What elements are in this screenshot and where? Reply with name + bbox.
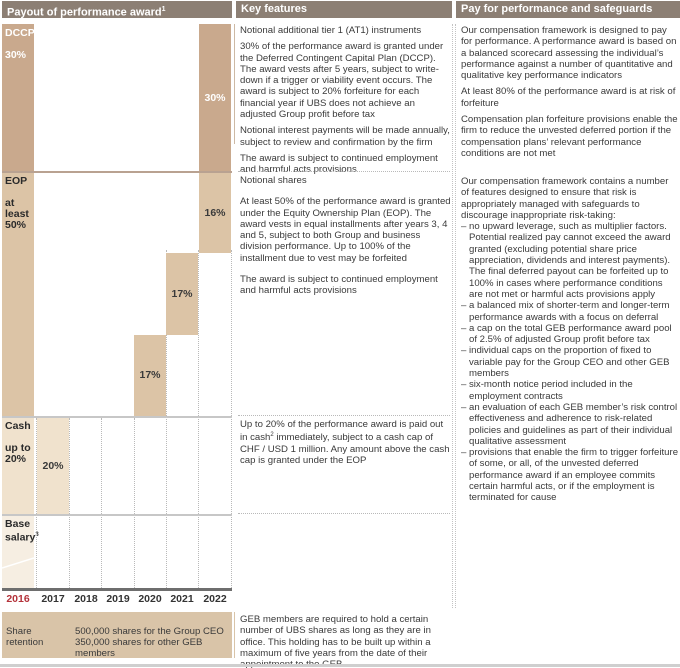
base-salary-label bbox=[5, 518, 39, 544]
year-label: 2022 bbox=[203, 593, 227, 605]
year-label: 2019 bbox=[106, 593, 130, 605]
dccp-feature: Notional additional tier 1 (AT1) instruments bbox=[240, 25, 422, 36]
header-payout bbox=[2, 1, 232, 18]
section-separator bbox=[238, 513, 450, 514]
eop-label: EOP bbox=[5, 175, 28, 187]
safeguard-item: – a cap on the total GEB performance award pool of 2.5% of adjusted Group profit before tax bbox=[461, 322, 672, 346]
x-axis-line bbox=[2, 588, 232, 591]
pfp-paragraph: Our compensation framework is designed to pay for performance. A performance award is based on a balanced scorecard assessing the individual’s performance against a number of quantitative and qualitative key performance indicators bbox=[461, 25, 677, 82]
share-retention-description: GEB members are required to hold a certain number of UBS shares as long as they are in office. This holding has to be built up within a maximum of five years from the date of their bbox=[240, 614, 431, 659]
bar-value-label: 17% bbox=[171, 287, 193, 300]
dccp-feature: Notional interest payments will be made annually, subject to review and confirmation by the firm bbox=[240, 125, 450, 148]
cash-key-features bbox=[240, 419, 452, 466]
section-separator bbox=[238, 415, 450, 416]
cash-feature-text-rest: immediately, subject to a cash cap of CHF / USD 1 million. Any amount above the cash cap is granted under the EOP bbox=[240, 432, 450, 467]
dccp-label: DCCP bbox=[5, 27, 35, 39]
pay-for-performance-block2 bbox=[461, 176, 679, 504]
share-retention-geb: 350,000 shares for other GEB members bbox=[75, 637, 203, 659]
eop-share: at least 50% bbox=[5, 197, 29, 231]
share-retention-accent bbox=[234, 612, 235, 658]
column-divider bbox=[452, 24, 453, 608]
dccp-key-features bbox=[240, 25, 450, 181]
year-label: 2021 bbox=[170, 593, 194, 605]
safeguard-item: – no upward leverage, such as multiplier factors. Potential realized pay cannot exceed the award granted (excluding potential share price appreciation, dividends and interest payments). The final deferred payout can be forfeited up to 100% in cases where performance conditions are not met or harmful acts provisions apply bbox=[461, 221, 671, 300]
year-label: 2017 bbox=[41, 593, 65, 605]
safeguard-item: – individual caps on the proportion of fixed to variable pay for the Group CEO and other GEB members bbox=[461, 345, 670, 380]
row-separator bbox=[2, 416, 232, 418]
row-separator bbox=[2, 514, 232, 516]
share-retention-ceo: 500,000 shares for the Group CEO bbox=[75, 626, 224, 637]
dccp-label-cell bbox=[2, 24, 34, 172]
cash-feature-text: Up to 20% of the performance award is paid out in cash bbox=[240, 419, 444, 444]
bar-cash-2017 bbox=[37, 418, 69, 514]
pay-for-performance-block1 bbox=[461, 25, 679, 164]
base-salary-text: Base salary bbox=[5, 518, 36, 544]
bar-eop-2022 bbox=[199, 172, 231, 253]
safeguard-item: – provisions that enable the firm to trigger forfeiture of some, or all, of the unvested deferred performance award if an employee commits certain harmful acts, or if the employment is terminated for cause bbox=[461, 447, 679, 504]
safeguard-item: – six-month notice period included in the employment contracts bbox=[461, 379, 633, 402]
section-separator bbox=[238, 171, 450, 172]
safeguards-intro: Our compensation framework contains a number of features designed to ensure that risk is appropriately managed with safeguards to discourage inappropriate risk-taking: bbox=[461, 176, 669, 221]
eop-feature: At least 50% of the performance award is granted under the Equity Ownership Plan (EOP). The award vests in equal installments after years 3, 4 and 5, subject to both Group and business division performance. Up to 100% of the installment due to vest may be forfeited bbox=[240, 196, 451, 264]
cash-label: Cash bbox=[5, 420, 31, 432]
bar-value-label: 30% bbox=[204, 92, 226, 104]
header-pay-for-performance: Pay for performance and safeguards bbox=[456, 1, 680, 18]
bar-dccp-2022 bbox=[199, 24, 231, 172]
header-key-features: Key features bbox=[236, 1, 452, 18]
bar-value-label: 16% bbox=[204, 206, 226, 219]
share-retention-label: Share retention bbox=[6, 626, 44, 648]
header-payout-text: Payout of performance award bbox=[7, 6, 162, 19]
share-retention-amounts bbox=[75, 626, 231, 659]
safeguards-list bbox=[461, 221, 679, 503]
safeguard-item: – a balanced mix of shorter-term and longer-term performance awards with a focus on deferral bbox=[461, 300, 670, 323]
column-divider bbox=[234, 24, 235, 144]
footnote-marker: 1 bbox=[161, 6, 166, 13]
footnote-marker: 2 bbox=[270, 432, 274, 439]
footnote-marker: 3 bbox=[35, 532, 39, 538]
cash-label-cell bbox=[2, 418, 34, 514]
year-gridline bbox=[198, 250, 199, 588]
pfp-paragraph: At least 80% of the performance award is at risk of forfeiture bbox=[461, 86, 676, 109]
bottom-rule bbox=[0, 664, 680, 667]
bar-eop-2021 bbox=[166, 253, 198, 334]
eop-feature: The award is subject to continued employment and harmful acts provisions bbox=[240, 274, 438, 297]
year-gridline bbox=[231, 250, 232, 588]
year-gridline bbox=[134, 418, 135, 588]
year-label: 2020 bbox=[138, 593, 162, 605]
year-label: 2016 bbox=[6, 593, 30, 605]
bar-value-label: 20% bbox=[42, 460, 64, 472]
year-label: 2018 bbox=[74, 593, 98, 605]
safeguard-item: – an evaluation of each GEB member’s risk control effectiveness and adherence to risk-related policies and guidelines as part of their individual qualitative assessment bbox=[461, 401, 678, 447]
dccp-share: 30% bbox=[5, 49, 27, 61]
dccp-feature: 30% of the performance award is granted under the Deferred Contingent Capital Plan (DCCP). The award vests after 5 years, subject to write-down if a trigger or viability event occurs. The award is subject to 20% forfeiture for each financial year if UBS does not achieve an adjusted Group profit before tax bbox=[240, 41, 444, 121]
pfp-paragraph: Compensation plan forfeiture provisions enable the firm to reduce the unvested deferred portion if the compensation plans’ relevant performance conditions are not met bbox=[461, 114, 678, 159]
eop-feature: Notional shares bbox=[240, 175, 307, 186]
cash-share: up to 20% bbox=[5, 442, 31, 465]
bar-value-label: 17% bbox=[139, 369, 161, 382]
share-retention-box bbox=[2, 612, 232, 658]
dccp-feature: The award is subject to continued employment and harmful acts provisions bbox=[240, 152, 438, 176]
column-divider bbox=[455, 24, 456, 608]
year-gridline bbox=[69, 418, 70, 588]
row-separator bbox=[2, 171, 232, 173]
year-gridline bbox=[101, 418, 102, 588]
eop-key-features bbox=[240, 175, 452, 302]
bar-eop-2020 bbox=[134, 335, 166, 416]
